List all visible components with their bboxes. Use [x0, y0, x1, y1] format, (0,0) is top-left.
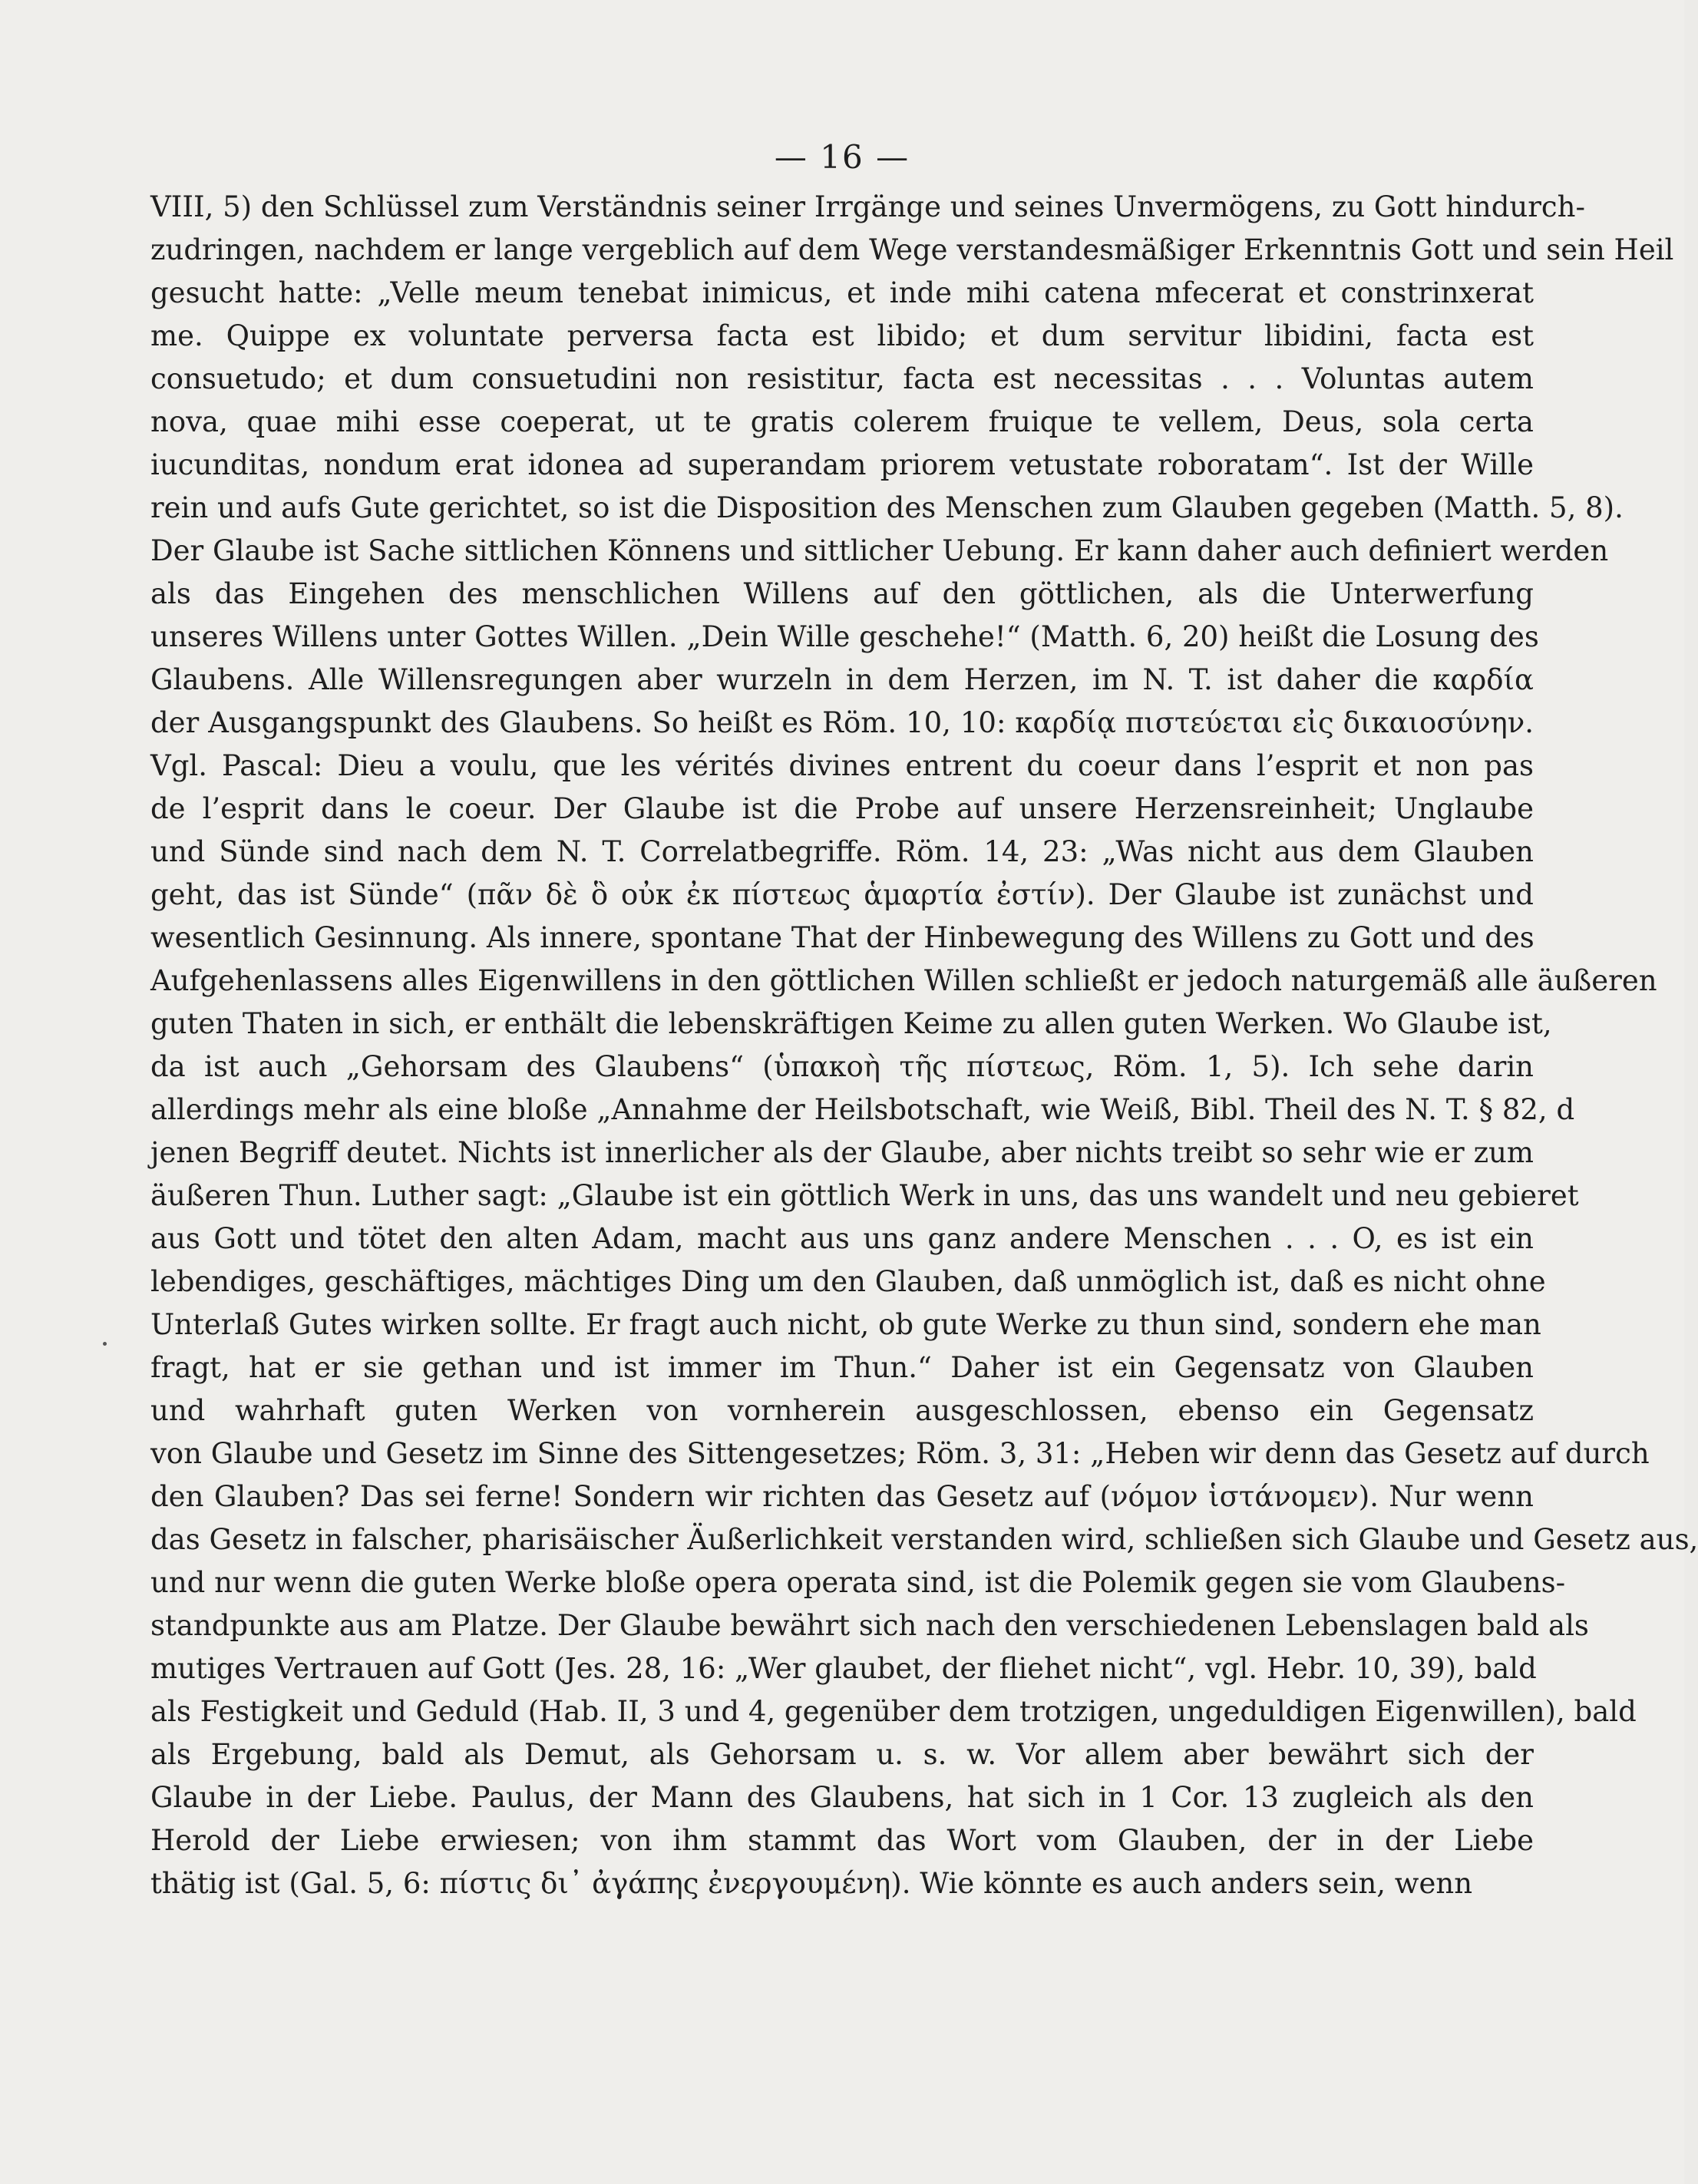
- text-line: Glaubens. Alle Willensregungen aber wurzeln in dem Herzen, im N. T. ist daher die καρδία: [150, 663, 1534, 696]
- text-line: Aufgehenlassens alles Eigenwillens in den göttlichen Willen schließt er jedoch naturgemäß alle äußeren: [150, 964, 1657, 997]
- text-line: wesentlich Gesinnung. Als innere, spontane That der Hinbewegung des Willens zu Gott und des: [150, 921, 1534, 954]
- text-line: zudringen, nachdem er lange vergeblich auf dem Wege verstandesmäßiger Erkenntnis Gott und sein Heil: [150, 233, 1674, 266]
- text-line: thätig ist (Gal. 5, 6: πίστις δι᾽ ἀγάπης ἐνεργουμένη). Wie könnte es auch anders sein, wenn: [150, 1867, 1473, 1900]
- text-line: Unterlaß Gutes wirken sollte. Er fragt auch nicht, ob gute Werke zu thun sind, sondern ehe man: [150, 1308, 1541, 1341]
- text-line: mutiges Vertrauen auf Gott (Jes. 28, 16: „Wer glaubet, der fliehet nicht“, vgl. Hebr. 10, 39), bald: [150, 1652, 1537, 1685]
- text-line: den Glauben? Das sei ferne! Sondern wir richten das Gesetz auf (νόμον ἱστάνομεν). Nur wenn: [150, 1480, 1534, 1513]
- text-line: als das Eingehen des menschlichen Willens auf den göttlichen, als die Unterwerfung: [150, 577, 1534, 610]
- margin-dot: [103, 1342, 107, 1346]
- text-line: geht, das ist Sünde“ (πᾶν δὲ ὃ οὐκ ἐκ πίστεως ἁμαρτία ἐστίν). Der Glaube ist zunächst und: [150, 878, 1534, 911]
- text-line: der Ausgangspunkt des Glaubens. So heißt es Röm. 10, 10: καρδίᾳ πιστεύεται εἰς δικαιοσύνην.: [150, 706, 1534, 739]
- text-line: standpunkte aus am Platze. Der Glaube bewährt sich nach den verschiedenen Lebenslagen bald als: [150, 1609, 1589, 1642]
- text-line: nova, quae mihi esse coeperat, ut te gratis colerem fruique te vellem, Deus, sola certa: [150, 405, 1534, 438]
- text-line: gesucht hatte: „Velle meum tenebat inimicus, et inde mihi catena mfecerat et constrinxerat: [150, 276, 1534, 309]
- text-line: fragt, hat er sie gethan und ist immer im Thun.“ Daher ist ein Gegensatz von Glauben: [150, 1351, 1534, 1384]
- text-line: consuetudo; et dum consuetudini non resistitur, facta est necessitas . . . Voluntas autem: [150, 362, 1534, 395]
- text-line: iucunditas, nondum erat idonea ad superandam priorem vetustate roboratam“. Ist der Wille: [150, 448, 1534, 481]
- text-line: unseres Willens unter Gottes Willen. „Dein Wille geschehe!“ (Matth. 6, 20) heißt die Losung des: [150, 620, 1539, 653]
- text-line: und nur wenn die guten Werke bloße opera operata sind, ist die Polemik gegen sie vom Glaubens-: [150, 1566, 1566, 1599]
- text-line: Glaube in der Liebe. Paulus, der Mann des Glaubens, hat sich in 1 Cor. 13 zugleich als den: [150, 1781, 1534, 1814]
- text-line: me. Quippe ex voluntate perversa facta est libido; et dum servitur libidini, facta est: [150, 319, 1534, 352]
- text-line: Herold der Liebe erwiesen; von ihm stammt das Wort vom Glauben, der in der Liebe: [150, 1824, 1534, 1857]
- text-line: jenen Begriff deutet. Nichts ist innerlicher als der Glaube, aber nichts treibt so sehr wie er zum: [150, 1136, 1534, 1169]
- text-line: aus Gott und tötet den alten Adam, macht aus uns ganz andere Menschen . . . O, es ist ein: [150, 1222, 1534, 1255]
- text-line: rein und aufs Gute gerichtet, so ist die Disposition des Menschen zum Glauben gegeben (Matth. 5, 8).: [150, 491, 1624, 524]
- text-line: von Glaube und Gesetz im Sinne des Sittengesetzes; Röm. 3, 31: „Heben wir denn das Gesetz auf durch: [150, 1437, 1650, 1470]
- text-line: als Festigkeit und Geduld (Hab. II, 3 und 4, gegenüber dem trotzigen, ungeduldigen Eigenwillen), bald: [150, 1695, 1637, 1728]
- text-line: äußeren Thun. Luther sagt: „Glaube ist ein göttlich Werk in uns, das uns wandelt und neu gebieret: [150, 1179, 1579, 1212]
- text-line: Vgl. Pascal: Dieu a voulu, que les vérités divines entrent du coeur dans l’esprit et non pas: [150, 749, 1534, 782]
- text-line: VIII, 5) den Schlüssel zum Verständnis seiner Irrgänge und seines Unvermögens, zu Gott hindurch-: [150, 190, 1585, 223]
- body-text: [150, 186, 1698, 1905]
- text-line: und wahrhaft guten Werken von vornherein ausgeschlossen, ebenso ein Gegensatz: [150, 1394, 1534, 1427]
- text-line: lebendiges, geschäftiges, mächtiges Ding um den Glauben, daß unmöglich ist, daß es nicht ohne: [150, 1265, 1546, 1298]
- text-line: de l’esprit dans le coeur. Der Glaube ist die Probe auf unsere Herzensreinheit; Unglaube: [150, 792, 1534, 825]
- text-line: und Sünde sind nach dem N. T. Correlatbegriffe. Röm. 14, 23: „Was nicht aus dem Glauben: [150, 835, 1534, 868]
- text-line: allerdings mehr als eine bloße „Annahme der Heilsbotschaft, wie Weiß, Bibl. Theil des N. T. § 82, d: [150, 1093, 1575, 1126]
- page-number: — 16 —: [774, 138, 910, 176]
- text-line: da ist auch „Gehorsam des Glaubens“ (ὑπακοὴ τῆς πίστεως, Röm. 1, 5). Ich sehe darin: [150, 1050, 1534, 1083]
- text-line: als Ergebung, bald als Demut, als Gehorsam u. s. w. Vor allem aber bewährt sich der: [150, 1738, 1534, 1771]
- text-line: das Gesetz in falscher, pharisäischer Äußerlichkeit verstanden wird, schließen sich Glaube und Gesetz aus,: [150, 1523, 1698, 1556]
- text-line: Der Glaube ist Sache sittlichen Könnens und sittlicher Uebung. Er kann daher auch definiert werden: [150, 534, 1609, 567]
- text-line: guten Thaten in sich, er enthält die lebenskräftigen Keime zu allen guten Werken. Wo Glaube ist,: [150, 1007, 1552, 1040]
